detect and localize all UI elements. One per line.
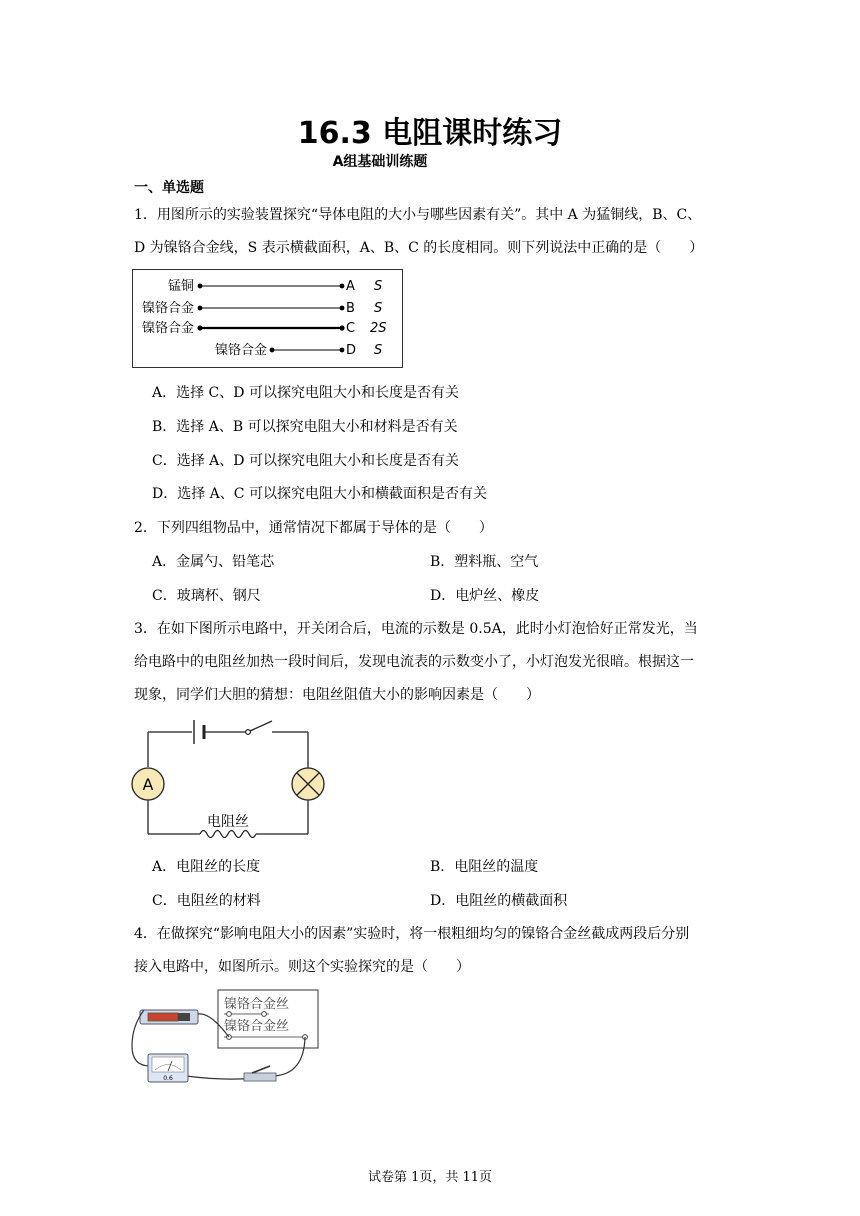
board-wire-1-label: 镍铬合金丝 — [224, 997, 290, 1012]
question-2-option-d: D．电炉丝、橡皮 — [430, 588, 540, 604]
wire-c-area: 2S — [370, 321, 387, 336]
switch-blade — [250, 721, 272, 731]
question-4-line-2: 接入电路中，如图所示。则这个实验探究的是（ ） — [134, 959, 470, 975]
question-2-stem: 2．下列四组物品中，通常情况下都属于导体的是（ ） — [134, 520, 493, 536]
question-2-option-c: C．玻璃杯、钢尺 — [152, 588, 261, 604]
battery-cap — [178, 1013, 190, 1021]
question-1-option-d: D．选择 A、C 可以探究电阻大小和横截面积是否有关 — [152, 486, 487, 502]
question-1-wire-figure — [132, 269, 404, 369]
wire-a-end: A — [346, 279, 355, 294]
switch-lever — [252, 1066, 270, 1073]
resistance-wire-label: 电阻丝 — [207, 814, 249, 830]
question-1-option-a: A．选择 C、D 可以探究电阻大小和长度是否有关 — [152, 385, 459, 401]
wire-d-end: D — [346, 343, 357, 358]
wire-a-area: S — [374, 279, 383, 294]
question-1-line-2: D 为镍铬合金线，S 表示横截面积，A、B、C 的长度相同。则下列说法中正确的是（ ） — [134, 240, 704, 256]
question-3-line-1: 3．在如下图所示电路中，开关闭合后，电流的示数是 0.5A，此时小灯泡恰好正常发光，当 — [134, 621, 698, 637]
ammeter-scale-label: 0.6 — [163, 1075, 173, 1082]
question-2-option-a: A．金属勺、铅笔芯 — [152, 554, 275, 570]
switch-pivot — [246, 730, 251, 735]
wire-c-material: 镍铬合金 — [141, 321, 194, 336]
question-4-stem — [134, 918, 734, 984]
question-2-option-b: B．塑料瓶、空气 — [430, 554, 539, 570]
battery-cell — [148, 1013, 178, 1021]
wire-b-area: S — [374, 301, 383, 316]
question-1-option-c: C．选择 A、D 可以探究电阻大小和长度是否有关 — [152, 453, 459, 469]
question-3-circuit-figure — [128, 712, 334, 840]
question-1-line-1: 1．用图所示的实验装置探究“导体电阻的大小与哪些因素有关”。其中 A 为猛铜线，B、C、 — [134, 207, 702, 223]
wire-a-material: 锰铜 — [167, 279, 194, 294]
question-1-option-b: B．选择 A、B 可以探究电阻大小和材料是否有关 — [152, 419, 458, 435]
question-3-line-3: 现象，同学们大胆的猜想：电阻丝阻值大小的影响因素是（ ） — [134, 687, 540, 703]
question-3-option-c: C．电阻丝的材料 — [152, 893, 261, 909]
question-3-stem — [134, 613, 734, 712]
page-title: 16.3 电阻课时练习 — [297, 116, 563, 151]
page-subtitle: A组基础训练题 — [332, 154, 428, 170]
wire-b-end: B — [346, 301, 355, 316]
board-wire-2-label: 镍铬合金丝 — [224, 1019, 290, 1034]
page-footer: 试卷第 1页，共 11页 — [367, 1170, 493, 1185]
question-1-stem — [134, 199, 734, 265]
wire-b-material: 镍铬合金 — [141, 301, 194, 316]
section-heading: 一、单选题 — [134, 180, 204, 196]
switch-base — [244, 1073, 276, 1081]
question-4-line-1: 4．在做探究“影响电阻大小的因素”实验时，将一根粗细均匀的镍铬合金丝截成两段后分别 — [134, 926, 690, 942]
question-3-option-d: D．电阻丝的横截面积 — [430, 893, 568, 909]
question-3-option-a: A．电阻丝的长度 — [152, 859, 261, 875]
ammeter-label: A — [142, 775, 154, 794]
wire-d-material: 镍铬合金 — [214, 343, 267, 358]
question-3-line-2: 给电路中的电阻丝加热一段时间后，发现电流表的示数变小了，小灯泡发光很暗。根据这一 — [134, 654, 694, 670]
wire-c-end: C — [346, 321, 356, 336]
question-3-option-b: B．电阻丝的温度 — [430, 859, 539, 875]
question-4-apparatus-figure — [126, 986, 324, 1088]
resistance-wire-coil — [200, 831, 256, 838]
wire-d-area: S — [374, 343, 383, 358]
